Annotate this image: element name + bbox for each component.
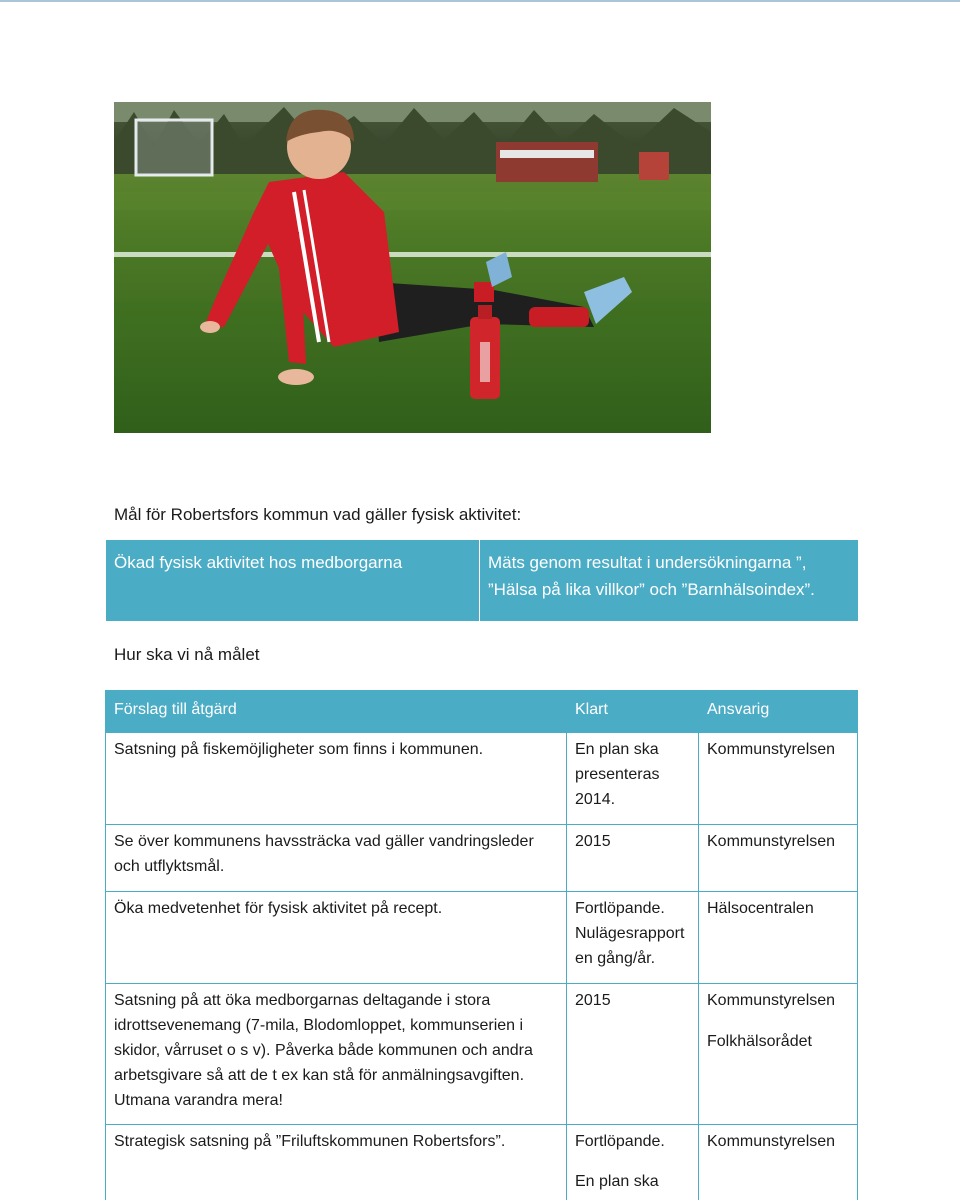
goal-cell-right: Mäts genom resultat i undersökningarna ”, ”Hälsa på lika villkor” och ”Barnhälsoindex”. (488, 553, 815, 599)
responsible-cell: Kommunstyrelsen (707, 741, 836, 758)
table-row (106, 825, 857, 892)
how-heading: Hur ska vi nå målet (114, 645, 260, 664)
responsible-cell: Kommunstyrelsen (707, 833, 836, 850)
goal-table (106, 540, 858, 621)
responsible-secondary: Folkhälsorådet (707, 1033, 812, 1050)
football-player-photo (114, 102, 711, 433)
done-cell (567, 1125, 699, 1200)
responsible-cell: Hälsocentralen (707, 900, 814, 917)
header-action: Förslag till åtgärd (114, 701, 237, 718)
action-cell: Se över kommunens havssträcka vad gäller vandringsleder och utflyktsmål. (106, 825, 567, 891)
goal-cell-left: Ökad fysisk aktivitet hos medborgarna (106, 540, 480, 621)
done-cell: En plan ska presenteras 2014. (567, 733, 699, 824)
action-cell: Öka medvetenhet för fysisk aktivitet på recept. (106, 892, 567, 983)
header-done: Klart (575, 701, 608, 718)
done-primary: Fortlöpande. (575, 1133, 665, 1150)
done-cell: 2015 (567, 984, 699, 1124)
responsible-primary: Kommunstyrelsen (707, 992, 836, 1009)
table-header-row (106, 690, 857, 733)
action-cell: Strategisk satsning på ”Friluftskommunen Robertsfors”. (106, 1125, 567, 1200)
action-cell: Satsning på att öka medborgarnas deltagande i stora idrottsevenemang (7-mila, Blodomloppet, kommunserien i skidor, vårruset o s v). Påverka både kommunen och andra arbetsgivare så att de t ex kan stå för anmälningsavgiften. Utmana varandra mera! (106, 984, 567, 1124)
table-row (106, 892, 857, 984)
done-secondary: En plan ska (575, 1173, 659, 1190)
goal-heading: Mål för Robertsfors kommun vad gäller fysisk aktivitet: (114, 505, 522, 524)
responsible-cell (699, 984, 857, 1124)
done-cell: Fortlöpande. Nulägesrapport en gång/år. (567, 892, 699, 983)
table-row (106, 733, 857, 825)
table-row (106, 1125, 857, 1200)
action-cell: Satsning på fiskemöjligheter som finns i kommunen. (106, 733, 567, 824)
table-row (106, 984, 857, 1125)
done-cell: 2015 (567, 825, 699, 891)
actions-table (105, 690, 858, 1200)
top-rule (0, 0, 960, 2)
header-responsible: Ansvarig (707, 701, 770, 718)
responsible-cell: Kommunstyrelsen (707, 1133, 836, 1150)
